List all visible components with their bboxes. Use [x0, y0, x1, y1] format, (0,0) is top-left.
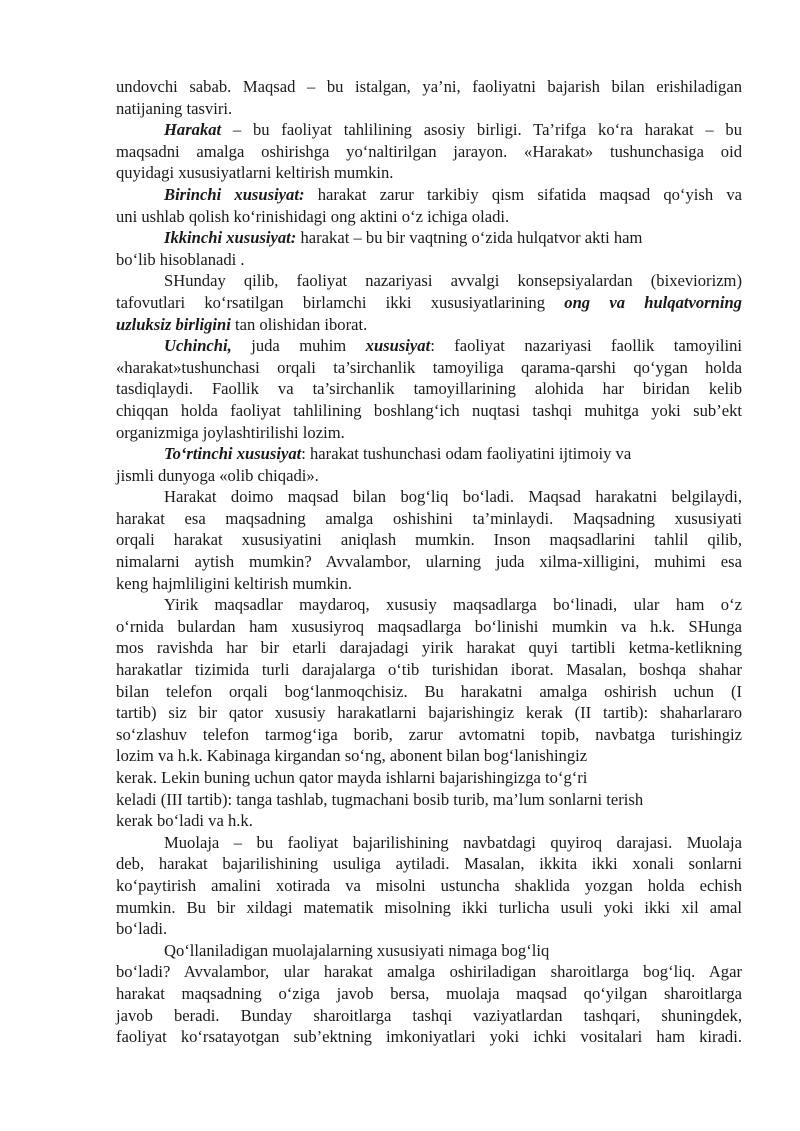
text-run: – bu faoliyat tahlilining asosiy birligi. Ta’rifga ko‘ra harakat – bu — [221, 120, 742, 140]
text-run: tafovutlari ko‘rsatilgan birlamchi ikki xususiyatlarining — [116, 292, 565, 312]
text-line — [116, 357, 742, 379]
text-line — [116, 681, 742, 703]
text-line — [116, 292, 742, 314]
text-run: uni ushlab qolish ko‘rinishidagi ong aktini o‘z ichiga oladi. — [116, 206, 510, 226]
text-run: natijaning tasviri. — [116, 98, 233, 118]
text-line — [116, 616, 742, 638]
emphasis-term: ong va hulqatvorning — [564, 292, 742, 312]
text-run: keng hajmliligini keltirish mumkin. — [116, 573, 352, 593]
text-run: deb, harakat bajarilishining usuliga aytiladi. Masalan, ikkita ikki xonali sonlarni — [116, 854, 742, 874]
text-run: : harakat tushunchasi odam faoliyatini ijtimoiy va — [301, 444, 632, 464]
text-line — [116, 659, 742, 681]
text-run: Qo‘llaniladigan muolajalarning xususiyati nimaga bog‘liq — [164, 940, 550, 960]
text-run: Muolaja – bu faoliyat bajarilishining navbatdagi quyiroq darajasi. Muolaja — [164, 832, 742, 852]
text-run: harakat maqsadning o‘ziga javob bersa, muolaja maqsad qo‘yilgan sharoitlarga — [116, 983, 742, 1003]
text-line — [116, 702, 742, 724]
text-line — [116, 162, 742, 184]
text-line — [116, 443, 742, 465]
text-line — [116, 465, 742, 487]
text-line — [116, 529, 742, 551]
text-line — [116, 76, 742, 98]
text-line — [116, 486, 742, 508]
text-line — [116, 810, 742, 832]
text-line — [116, 206, 742, 228]
text-run: juda muhim — [231, 336, 366, 356]
emphasis-term: Birinchi xususiyat: — [164, 184, 305, 204]
text-run: maqsadni amalga oshirishga yo‘naltirilgan jarayon. «Harakat» tushunchasiga oid — [116, 141, 742, 161]
text-line — [116, 270, 742, 292]
emphasis-term: To‘rtinchi xususiyat — [164, 444, 302, 464]
emphasis-term: Harakat — [164, 120, 222, 140]
text-line — [116, 983, 742, 1005]
text-line — [116, 378, 742, 400]
text-run: undovchi sabab. Maqsad – bu istalgan, ya’ni, faoliyatni bajarish bilan erishiladigan — [116, 77, 742, 96]
text-line — [116, 1005, 742, 1027]
text-run: javob beradi. Bunday sharoitlarga tashqi vaziyatlardan tashqari, shuningdek, — [116, 1005, 742, 1025]
text-run: o‘rnida bulardan ham xususiyroq maqsadlarga bo‘linishi mumkin va h.k. SHunga — [116, 616, 742, 636]
text-run: Yirik maqsadlar maydaroq, xususiy maqsadlarga bo‘linadi, ular ham o‘z — [164, 595, 742, 615]
text-line — [116, 637, 742, 659]
text-run: so‘zlashuv telefon tarmog‘iga borib, zarur avtomatni topib, navbatga turishingiz — [116, 724, 742, 744]
text-run: : faoliyat nazariyasi faollik tamoyilini — [430, 336, 742, 356]
text-run: ko‘paytirish amalini xotirada va misolni ustuncha shaklida yozgan holda echish — [116, 875, 742, 895]
text-run: keladi (III tartib): tanga tashlab, tugmachani bosib turib, ma’lum sonlarni terish — [116, 789, 644, 809]
text-line — [116, 767, 742, 789]
text-run: tan olishidan iborat. — [230, 314, 368, 334]
text-run: harakat esa maqsadning amalga oshishini ta’minlaydi. Maqsadning xususiyati — [116, 508, 742, 528]
text-run: quyidagi xususiyatlarni keltirish mumkin. — [116, 163, 394, 183]
text-run: chiqqan holda faoliyat tahlilining boshlang‘ich nuqtasi tashqi muhitga yoki sub’ekt — [116, 400, 742, 420]
text-run: harakat – bu bir vaqtning o‘zida hulqatvor akti ham — [296, 228, 643, 248]
text-line — [116, 184, 742, 206]
text-run: tartib) siz bir qator xususiy harakatlarni bajarishingiz kerak (II tartib): shaharlararo — [116, 703, 742, 723]
text-line — [116, 119, 742, 141]
text-line — [116, 573, 742, 595]
text-run: harakatlar tizimida turli darajalarga o‘tib turishidan iborat. Masalan, boshqa shahar — [116, 660, 742, 680]
text-run: kerak bo‘ladi va h.k. — [116, 811, 253, 831]
text-run: kerak. Lekin buning uchun qator mayda ishlarni bajarishingizga to‘g‘ri — [116, 768, 588, 787]
text-run: SHunday qilib, faoliyat nazariyasi avvalgi konsepsiyalardan (bixeviorizm) — [164, 271, 742, 291]
text-run: bo‘ladi? Avvalambor, ular harakat amalga oshiriladigan sharoitlarga bog‘liq. Agar — [116, 962, 742, 982]
text-line — [116, 98, 742, 120]
text-line — [116, 551, 742, 573]
text-line — [116, 832, 742, 854]
text-run: organizmiga joylashtirilishi lozim. — [116, 422, 345, 442]
text-line — [116, 422, 742, 444]
text-line — [116, 853, 742, 875]
text-line — [116, 508, 742, 530]
emphasis-term: uzluksiz birligini — [116, 314, 231, 334]
text-run: bilan telefon orqali bog‘lanmoqchisiz. Bu harakatni amalga oshirish uchun (I — [116, 681, 742, 701]
text-line — [116, 724, 742, 746]
text-run: orqali harakat xususiyatini aniqlash mumkin. Inson maqsadlarini tahlil qilib, — [116, 530, 742, 550]
text-line — [116, 897, 742, 919]
text-run: Harakat doimo maqsad bilan bog‘liq bo‘ladi. Maqsad harakatni belgilaydi, — [164, 487, 742, 507]
text-line — [116, 594, 742, 616]
text-run: nimalarni aytish mumkin? Avvalambor, ularning juda xilma-xilligini, muhimi esa — [116, 552, 742, 572]
text-run: tasdiqlaydi. Faollik va ta’sirchanlik tamoyillarining alohida har biridan kelib — [116, 379, 742, 399]
text-line — [116, 875, 742, 897]
text-run: «harakat»tushunchasi orqali ta’sirchanlik tamoyiliga qarama-qarshi qo‘ygan holda — [116, 357, 742, 377]
document-body — [116, 76, 742, 1048]
emphasis-term: Ikkinchi xususiyat: — [164, 228, 297, 248]
text-run: mumkin. Bu bir xildagi matematik misolning ikki turlicha usuli yoki ikki xil amal — [116, 897, 742, 917]
text-line — [116, 961, 742, 983]
emphasis-term: Uchinchi, — [164, 336, 232, 356]
text-run: jismli dunyoga «olib chiqadi». — [116, 465, 319, 485]
text-line — [116, 249, 742, 271]
text-run: harakat zarur tarkibiy qism sifatida maqsad qo‘yish va — [304, 184, 743, 204]
text-run: bo‘lib hisoblanadi . — [116, 249, 245, 269]
text-line — [116, 314, 742, 336]
text-line — [116, 141, 742, 163]
text-run: bo‘ladi. — [116, 919, 168, 939]
text-line — [116, 745, 742, 767]
text-line — [116, 400, 742, 422]
text-line — [116, 335, 742, 357]
text-line — [116, 940, 742, 962]
text-run: mos ravishda har bir etarli darajadagi yirik harakat quyi tartibli ketma-ketlikning — [116, 638, 742, 658]
text-run: faoliyat ko‘rsatayotgan sub’ektning imkoniyatlari yoki ichki vositalari ham kiradi. — [116, 1027, 742, 1047]
text-line — [116, 918, 742, 940]
text-line — [116, 227, 742, 249]
text-line — [116, 1026, 742, 1048]
text-run: lozim va h.k. Kabinaga kirgandan so‘ng, abonent bilan bog‘lanishingiz — [116, 746, 588, 766]
text-line — [116, 789, 742, 811]
emphasis-term: xususiyat — [365, 336, 431, 356]
